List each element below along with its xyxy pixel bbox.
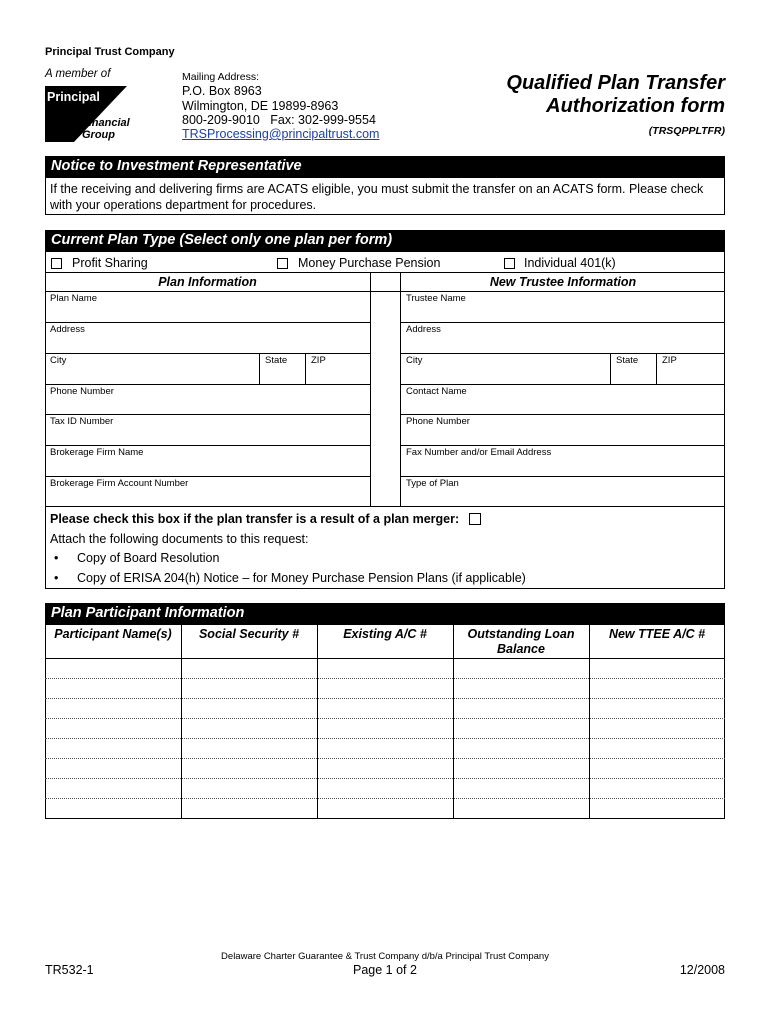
brokerage-firm-name-field[interactable]: Brokerage Firm Name bbox=[50, 447, 144, 458]
table-row[interactable] bbox=[45, 738, 725, 739]
member-of-label: A member of bbox=[45, 68, 111, 80]
column-divider bbox=[370, 272, 371, 506]
form-number: TR532-1 bbox=[45, 963, 94, 977]
column-divider bbox=[589, 624, 590, 819]
form-date: 12/2008 bbox=[679, 963, 725, 977]
fax-email-field[interactable]: Fax Number and/or Email Address bbox=[406, 447, 552, 458]
trustee-city-field[interactable]: City bbox=[406, 355, 423, 366]
participant-table bbox=[45, 624, 725, 819]
form-title-line1: Qualified Plan Transfer bbox=[506, 72, 725, 94]
plan-phone-field[interactable]: Phone Number bbox=[50, 386, 114, 397]
plan-name-field[interactable]: Plan Name bbox=[50, 293, 97, 304]
divider bbox=[400, 353, 725, 354]
logo-word-financial: Financial bbox=[82, 117, 130, 129]
table-header-divider bbox=[45, 658, 725, 659]
divider bbox=[400, 322, 725, 323]
table-row[interactable] bbox=[45, 778, 725, 779]
trustee-zip-field[interactable]: ZIP bbox=[662, 355, 677, 366]
address-city: Wilmington, DE 19899-8963 bbox=[182, 99, 339, 113]
footer-trust-line: Delaware Charter Guarantee & Trust Company d/b/a Principal Trust Company bbox=[221, 951, 549, 962]
column-divider bbox=[181, 624, 182, 819]
email-link[interactable]: TRSProcessing@principaltrust.com bbox=[182, 127, 380, 141]
plan-address-field[interactable]: Address bbox=[50, 324, 85, 335]
plan-merger-question: Please check this box if the plan transfer is a result of a plan merger: bbox=[50, 512, 460, 526]
trustee-name-field[interactable]: Trustee Name bbox=[406, 293, 466, 304]
bullet-icon: • bbox=[54, 571, 59, 585]
type-of-plan-field[interactable]: Type of Plan bbox=[406, 478, 459, 489]
mailing-address-label: Mailing Address: bbox=[182, 71, 260, 83]
new-ttee-account-header: New TTEE A/C # bbox=[608, 627, 706, 641]
logo-word-group: Group bbox=[82, 129, 115, 141]
attachment-erisa-notice: Copy of ERISA 204(h) Notice – for Money Purchase Pension Plans (if applicable) bbox=[77, 571, 526, 585]
notice-line1: If the receiving and delivering firms are ACATS eligible, you must submit the transfer on an ACATS form. Please check bbox=[50, 182, 704, 196]
field-divider bbox=[305, 353, 306, 384]
tax-id-field[interactable]: Tax ID Number bbox=[50, 416, 114, 427]
notice-heading: Notice to Investment Representative bbox=[45, 156, 725, 177]
plan-zip-field[interactable]: ZIP bbox=[311, 355, 326, 366]
principal-financial-group-logo bbox=[45, 86, 135, 142]
outstanding-loan-header: Outstanding Loan Balance bbox=[467, 627, 575, 656]
field-divider bbox=[259, 353, 260, 384]
individual-401k-checkbox[interactable] bbox=[504, 258, 515, 269]
bullet-icon: • bbox=[54, 551, 59, 565]
trustee-state-field[interactable]: State bbox=[616, 355, 639, 366]
social-security-header: Social Security # bbox=[198, 627, 300, 641]
plan-merger-checkbox[interactable] bbox=[469, 513, 481, 525]
participant-name-header: Participant Name(s) bbox=[54, 627, 172, 641]
divider bbox=[400, 476, 725, 477]
divider bbox=[45, 291, 725, 292]
plan-type-heading: Current Plan Type (Select only one plan per form) bbox=[45, 230, 725, 251]
address-po-box: P.O. Box 8963 bbox=[182, 84, 262, 98]
divider bbox=[45, 476, 370, 477]
field-divider bbox=[656, 353, 657, 384]
attach-documents-text: Attach the following documents to this request: bbox=[50, 532, 309, 546]
trustee-phone-field[interactable]: Phone Number bbox=[406, 416, 470, 427]
divider bbox=[45, 353, 370, 354]
divider bbox=[400, 384, 725, 385]
new-trustee-information-heading: New Trustee Information bbox=[489, 275, 637, 289]
participant-heading: Plan Participant Information bbox=[45, 603, 725, 624]
plan-information-heading: Plan Information bbox=[158, 275, 257, 289]
column-divider bbox=[400, 272, 401, 506]
column-divider bbox=[317, 624, 318, 819]
brokerage-account-number-field[interactable]: Brokerage Firm Account Number bbox=[50, 478, 189, 489]
column-divider bbox=[453, 624, 454, 819]
form-title bbox=[506, 72, 725, 118]
individual-401k-label: Individual 401(k) bbox=[524, 256, 616, 270]
table-row[interactable] bbox=[45, 798, 725, 799]
divider bbox=[45, 506, 725, 507]
profit-sharing-checkbox[interactable] bbox=[51, 258, 62, 269]
divider bbox=[45, 272, 725, 273]
company-name: Principal Trust Company bbox=[45, 46, 175, 58]
notice-line2: with your operations department for procedures. bbox=[50, 198, 317, 212]
form-title-line2: Authorization form bbox=[546, 95, 725, 117]
page-number: Page 1 of 2 bbox=[353, 963, 417, 977]
plan-state-field[interactable]: State bbox=[265, 355, 288, 366]
trustee-address-field[interactable]: Address bbox=[406, 324, 441, 335]
money-purchase-pension-checkbox[interactable] bbox=[277, 258, 288, 269]
table-row[interactable] bbox=[45, 698, 725, 699]
money-purchase-pension-label: Money Purchase Pension bbox=[298, 256, 441, 270]
divider bbox=[45, 322, 370, 323]
address-phone-fax: 800-209-9010 Fax: 302-999-9554 bbox=[182, 113, 376, 127]
plan-city-field[interactable]: City bbox=[50, 355, 67, 366]
attachment-board-resolution: Copy of Board Resolution bbox=[77, 551, 220, 565]
divider bbox=[400, 445, 725, 446]
contact-name-field[interactable]: Contact Name bbox=[406, 386, 467, 397]
logo-word-principal: Principal bbox=[47, 90, 100, 104]
form-code: (TRSQPPLTFR) bbox=[648, 125, 725, 137]
notice-text bbox=[50, 181, 725, 213]
table-row[interactable] bbox=[45, 758, 725, 759]
divider bbox=[45, 445, 370, 446]
field-divider bbox=[610, 353, 611, 384]
divider bbox=[45, 414, 370, 415]
divider bbox=[45, 384, 370, 385]
existing-account-header: Existing A/C # bbox=[343, 627, 427, 641]
table-row[interactable] bbox=[45, 718, 725, 719]
divider bbox=[400, 414, 725, 415]
table-row[interactable] bbox=[45, 678, 725, 679]
profit-sharing-label: Profit Sharing bbox=[72, 256, 148, 270]
